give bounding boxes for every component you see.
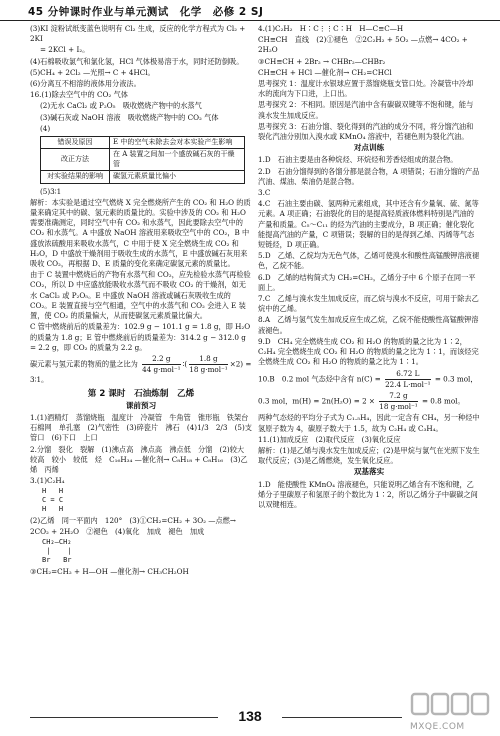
answer-line: (2)乙烯 同一平面内 120° (3)①CH₂=CH₂ + 3O₂ —点燃→ 2CO₂ + 2H₂O ②褪色 (4)氧化 加成 褪色 加成 bbox=[30, 516, 236, 536]
answer-line: 8.A 乙烯与氢气发生加成反应生成乙烷，乙烷不能使酸性高锰酸钾溶液褪色。 bbox=[258, 315, 479, 335]
table-cell: 错误及原因 bbox=[41, 137, 110, 149]
think-paragraph: 思考探究 2：不相同。原因是汽油中含有碳碳双键等不饱和键，能与溴水发生加成反应。 bbox=[258, 100, 474, 120]
answer-line: 4.C 石油主要由碳、氢两种元素组成，其中还含有少量氧、硫、氮等元素。A 项正确；石油裂化的目的是提高轻质液体燃料特别是汽油的产量和质量。C₅～C₁₁ 的烃为汽油的主要成分，B 项正确；催化裂化能提高汽油的产量，C 项错误；裂解的目的是得到乙烯、丙烯等气态短链烃，D 项正确。 bbox=[258, 199, 479, 250]
fraction-numerator: 7.2 g bbox=[379, 391, 417, 402]
watermark-text: MXQE.COM bbox=[410, 722, 465, 732]
answer-line: 2.分馏 裂化 裂解 (1)沸点高 沸点高 沸点低 分馏 (2)较大 较高 较小 较低 烃 C₁₆H₃₄ —催化剂→ C₈H₁₈ + C₈H₁₆ (3)乙烯 丙烯 bbox=[30, 444, 252, 474]
answer-line: 2.D 石油分馏得到的各馏分都是混合物，A 项错误；石油分馏的产品汽油、煤油、柴油仍是混合物。 bbox=[258, 166, 480, 186]
fraction-numerator: 2.2 g bbox=[142, 354, 180, 365]
answer-line: 7.C 乙烯与溴水发生加成反应，而乙烷与溴水不反应，可用于除去乙烷中的乙烯。 bbox=[258, 294, 479, 314]
explanation-paragraph: 解析：(1)是乙烯与溴水发生加成反应；(2)是甲烷与氯气在光照下发生取代反应；(3)是乙烯燃烧，发生氧化反应。 bbox=[258, 445, 480, 466]
table-row bbox=[41, 137, 245, 149]
subsection-title: 课前预习 bbox=[125, 400, 157, 410]
fraction-denominator: 44 g·mol⁻¹ bbox=[142, 365, 181, 375]
answer-line: 3.C bbox=[258, 188, 271, 198]
calculation-line bbox=[258, 391, 480, 412]
footer-rule-right bbox=[282, 717, 402, 718]
answer-line: (5)3∶1 bbox=[40, 186, 62, 196]
fraction bbox=[142, 354, 180, 375]
answer-line: ③CH₂=CH₂ + H—OH —催化剂→ CH₃CH₂OH bbox=[30, 566, 189, 576]
calculation-line: C 管中燃烧前后的质量差为：102.9 g − 101.1 g = 1.8 g，即 H₂O 的质量为 1.8 g；E 管中燃烧前后的质量差为：314.2 g − 312.0 g = 2.2 g，即 CO₂ 的质量为 2.2 g。 bbox=[30, 322, 251, 352]
table-cell: 改正方法 bbox=[41, 149, 110, 171]
answer-line: CH≡CH + HCl —催化剂→ CH₂=CHCl bbox=[258, 67, 392, 77]
answer-line: 1.D 能使酸性 KMnO₄ 溶液褪色，只能说明乙烯含有不饱和键，乙烯分子里碳原子和氢原子的个数比为 1∶2，所以乙烯分子中碳碳之间以双键相连。 bbox=[258, 479, 478, 509]
fraction-denominator: 18 g·mol⁻¹ bbox=[189, 365, 228, 375]
answer-line: 1.(1)酒精灯 蒸馏烧瓶 温度计 冷凝管 牛角管 锥形瓶 铁架台 石棉网 单孔塞 (2)气密性 (3)碎瓷片 沸石 (4)1/3 2/3 (5)支管口 (6)下口 上口 bbox=[30, 412, 256, 443]
table-cell: E 中的空气未除去会对本实验产生影响 bbox=[110, 137, 245, 149]
fraction bbox=[379, 391, 417, 412]
subsection-title: 双基落实 bbox=[353, 467, 385, 477]
answer-line: 3.(1)C₂H₄ bbox=[30, 476, 65, 486]
dibromoethane-structure: CH₂—CH₂ | | Br Br bbox=[42, 537, 72, 564]
table-cell: 对实验结果的影响 bbox=[41, 171, 110, 183]
right-column bbox=[258, 24, 480, 704]
page-number: 138 bbox=[238, 708, 262, 724]
header-title: 45 分钟课时作业与单元测试 化学 必修 2 SJ bbox=[28, 6, 264, 18]
think-paragraph: 思考探究 3：石油分馏、裂化得到的汽油的成分不同，将分馏汽油和裂化汽油分别加入溴水或 KMnO₄ 溶液中，若褪色则为裂化汽油。 bbox=[258, 121, 474, 142]
calculation-line: 碳元素与氢元素的物质的量之比为 $\frac{2.2 g}{\text{44 g·mol⁻¹}}$ ∶( $\frac{1.8 g}{\text{18 g·mol⁻¹}}$ ×2) = 3∶1。 bbox=[30, 353, 252, 385]
answer-line: 6.D 乙烯的结构简式为 CH₂=CH₂，乙烯分子中 6 个原子在同一平面上。 bbox=[258, 272, 476, 292]
calculation-line bbox=[258, 369, 480, 390]
fraction-denominator: 18 g·mol⁻¹ bbox=[379, 402, 418, 412]
subsection-title: 对点训练 bbox=[353, 143, 385, 153]
answer-line: (3)KI 淀粉试纸变蓝色说明有 Cl₂ 生成，反应的化学方程式为 Cl₂ + 2KI bbox=[30, 24, 246, 44]
table-cell: 碳氢元素质量比偏小 bbox=[110, 171, 245, 183]
page-header bbox=[0, 0, 500, 21]
left-column bbox=[30, 24, 256, 704]
answer-line: (3)碱石灰或 NaOH 溶液 吸收燃烧产物中的 CO₂ 气体 bbox=[40, 112, 219, 122]
answer-line: (4) bbox=[40, 123, 51, 133]
answer-line: (2)无水 CaCl₂ 或 P₂O₅ 吸收燃烧产物中的水蒸气 bbox=[40, 101, 202, 111]
answer-line: ③CH≡CH + 2Br₂ → CHBr₂—CHBr₂ bbox=[258, 56, 386, 66]
calc-text: = 0.8 mol。 bbox=[421, 396, 465, 406]
table-row bbox=[41, 149, 245, 171]
answer-line: 16.(1)除去空气中的 CO₂ 气体 bbox=[30, 90, 128, 100]
answer-line: CH≡CH 直线 (2)①褪色 ②2C₂H₂ + 5O₂ —点燃→ 4CO₂ + 2H₂O bbox=[258, 35, 468, 55]
explanation-paragraph: 由于 C 装置中燃烧后的产物有水蒸气和 CO₂，应先检验水蒸气再检验 CO₂，所以 D 中应盛放能吸收水蒸气而不吸收 CO₂ 的干燥剂，如无水 CaCl₂ 或 P₂O₅。E 中盛放 NaOH 溶液或碱石灰吸收生成的 CO₂。E 装置直接与空气相通，空气中的水蒸气和 CO₂ 会进入 E 装置，使 CO₂ 的质量偏大，从而使碳氢元素质量比偏大。 bbox=[30, 270, 251, 321]
answer-line: 4.(1)C₂H₂ H∶C⋮⋮C∶H H—C≡C—H bbox=[258, 24, 404, 33]
fraction-denominator: 22.4 L·mol⁻¹ bbox=[385, 379, 431, 389]
answer-line: (5)CH₄ + 2Cl₂ —光照→ C + 4HCl。 bbox=[30, 67, 155, 77]
table-row bbox=[41, 171, 245, 183]
answer-line: 5.D 乙烯、乙烷均为无色气体，乙烯可使溴水和酸性高锰酸钾溶液褪色，乙烷不能。 bbox=[258, 251, 480, 271]
calc-text: 10.B 0.2 mol 气态烃中含有 n(C) = bbox=[258, 374, 381, 384]
answer-line: (4)石棉吸收氯气和氯化氢，HCl 气体极易溶于水，同时还防倒吸。 bbox=[30, 56, 244, 66]
answer-line: 11.(1)加成反应 (2)取代反应 (3)氧化反应 bbox=[258, 434, 401, 444]
table-cell: 在 A 装置之间加一个盛放碱石灰的干燥管 bbox=[110, 149, 245, 171]
calc-text: 碳元素与氢元素的物质的量之比为 bbox=[30, 359, 138, 369]
fraction-numerator: 1.8 g bbox=[189, 354, 227, 365]
calc-text: 0.3 mol，m(H) = 2n(H₂O) = 2 × bbox=[258, 396, 375, 406]
explanation-paragraph: 解析：本实验是通过空气燃烧 X 完全燃烧所产生的 CO₂ 和 H₂O 的质量来确定其中的碳、氢元素的质量比的。实验中涉及的 CO₂ 和 H₂O 需要准确测定，同时空气中有 CO₂ 和水蒸气，因此要除去空气中的 CO₂ 和水蒸气。A 中盛放 NaOH 溶液用来吸收空气中的 CO₂，B 中盛放浓硫酸用来吸收水蒸气，C 中用于使 X 完全燃烧生成 CO₂ 和 H₂O，D 中盛放干燥剂用于吸收生成的水蒸气，E 中盛放碱石灰用来吸收 CO₂，再根据 D、E 质量的变化来确定碳氢元素的质量比。 bbox=[30, 197, 251, 269]
footer-rule-left bbox=[30, 717, 218, 718]
answer-line: 1.D 石油主要是由各种烷烃、环烷烃和芳香烃组成的混合物。 bbox=[258, 155, 458, 165]
section-title: 第 2 课时 石油炼制 乙烯 bbox=[87, 388, 195, 399]
answer-line: 两种气态烃的平均分子式为 C₁.₅H₄，因此一定含有 CH₄，另一种烃中氢原子数为 4，碳原子数大于 1.5，故为 C₂H₄ 或 C₃H₄。 bbox=[258, 413, 480, 433]
fraction bbox=[189, 354, 227, 375]
think-paragraph: 思考探究 1：温度计水银球应置于蒸馏烧瓶支管口处。冷凝管中冷却水的流向为下口进，上口出。 bbox=[258, 79, 474, 99]
answer-line: 9.D CH₄ 完全燃烧生成 CO₂ 和 H₂O 的物质的量之比为 1∶2，C₂H₄ 完全燃烧生成 CO₂ 和 H₂O 的物质的量之比为 1∶1，而该烃完全燃烧生成 CO₂ 和 H₂O 的物质的量之比为 1∶1。 bbox=[258, 336, 479, 367]
answer-line: = 2KCl + I₂。 bbox=[40, 45, 90, 55]
calc-text: = 0.3 mol， bbox=[434, 374, 478, 384]
error-analysis-table bbox=[40, 136, 245, 184]
ethylene-structure: H H C = C H H bbox=[42, 487, 64, 514]
fraction bbox=[385, 369, 430, 390]
answer-line: (6)分离互不相溶的液体用分液法。 bbox=[30, 79, 141, 89]
calc-text: ×2) = 3∶1。 bbox=[30, 359, 252, 385]
fraction-numerator: 6.72 L bbox=[385, 369, 430, 380]
